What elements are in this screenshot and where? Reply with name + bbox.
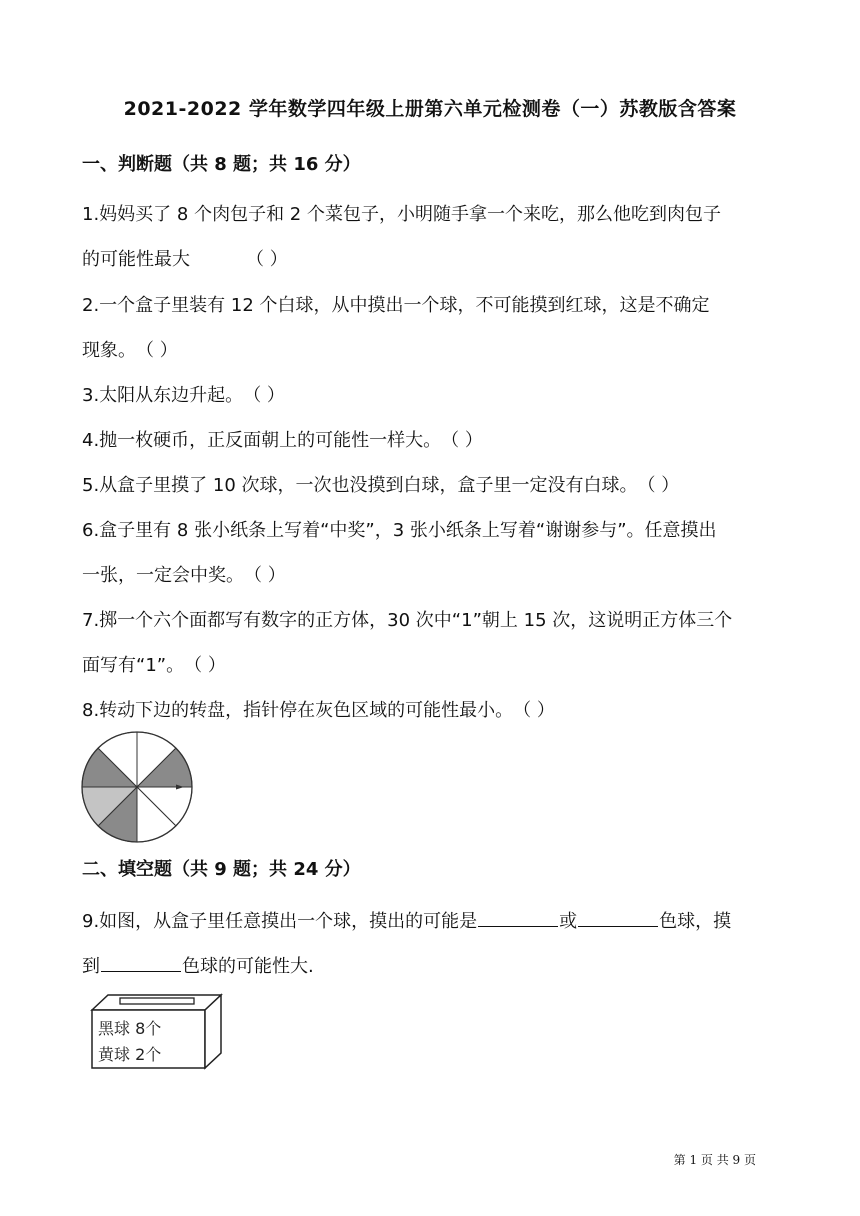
question-7-line-2: 面写有“1”。（ ）	[82, 651, 782, 677]
question-6-line-2: 一张，一定会中奖。（ ）	[82, 561, 782, 587]
page-footer: 第 1 页 共 9 页	[673, 1153, 756, 1167]
spinner-figure	[80, 730, 194, 844]
page-title: 2021-2022 学年数学四年级上册第六单元检测卷（一）苏教版含答案	[123, 98, 737, 120]
question-8: 8.转动下边的转盘，指针停在灰色区域的可能性最小。（ ）	[82, 696, 782, 722]
answer-paren: （ ）	[441, 430, 483, 451]
answer-paren: （ ）	[184, 655, 226, 676]
answer-paren: （ ）	[246, 249, 288, 270]
question-4: 4.抛一枚硬币，正反面朝上的可能性一样大。（ ）	[82, 426, 782, 452]
answer-paren: （ ）	[244, 565, 286, 586]
box-label-yellow: 黄球 2个	[98, 1045, 162, 1064]
question-2-line-2: 现象。（ ）	[82, 336, 782, 362]
question-7-line-1: 7.掷一个六个面都写有数字的正方体，30 次中“1”朝上 15 次，这说明正方体三个	[82, 610, 733, 631]
question-3: 3.太阳从东边升起。（ ）	[82, 381, 782, 407]
question-1-line-1: 1.妈妈买了 8 个肉包子和 2 个菜包子，小明随手拿一个来吃，那么他吃到肉包子	[82, 204, 721, 225]
question-1-line-2: 的可能性最大 （ ）	[82, 245, 782, 271]
question-9-line-2: 到 色球的可能性大.	[82, 952, 782, 978]
answer-blank-2[interactable]	[578, 908, 658, 927]
answer-blank-3[interactable]	[101, 953, 181, 972]
question-5: 5.从盒子里摸了 10 次球，一次也没摸到白球，盒子里一定没有白球。（ ）	[82, 471, 782, 497]
question-6-line-1: 6.盒子里有 8 张小纸条上写着“中奖”，3 张小纸条上写着“谢谢参与”。任意摸出	[82, 520, 717, 541]
question-9-line-1: 9.如图，从盒子里任意摸出一个球，摸出的可能是 或 色球，摸	[82, 907, 782, 933]
answer-paren: （ ）	[136, 340, 178, 361]
answer-blank-1[interactable]	[478, 908, 558, 927]
section-title-fill-blank: 二、填空题（共 9 题；共 24 分）	[82, 859, 361, 880]
box-slot	[120, 998, 194, 1004]
section-title-judgment: 一、判断题（共 8 题；共 16 分）	[82, 154, 361, 175]
box-label-black: 黑球 8个	[98, 1019, 162, 1038]
answer-paren: （ ）	[637, 475, 680, 496]
answer-paren: （ ）	[243, 385, 285, 406]
question-2-line-1: 2.一个盒子里装有 12 个白球，从中摸出一个球，不可能摸到红球，这是不确定	[82, 295, 710, 316]
answer-paren: （ ）	[513, 700, 555, 721]
